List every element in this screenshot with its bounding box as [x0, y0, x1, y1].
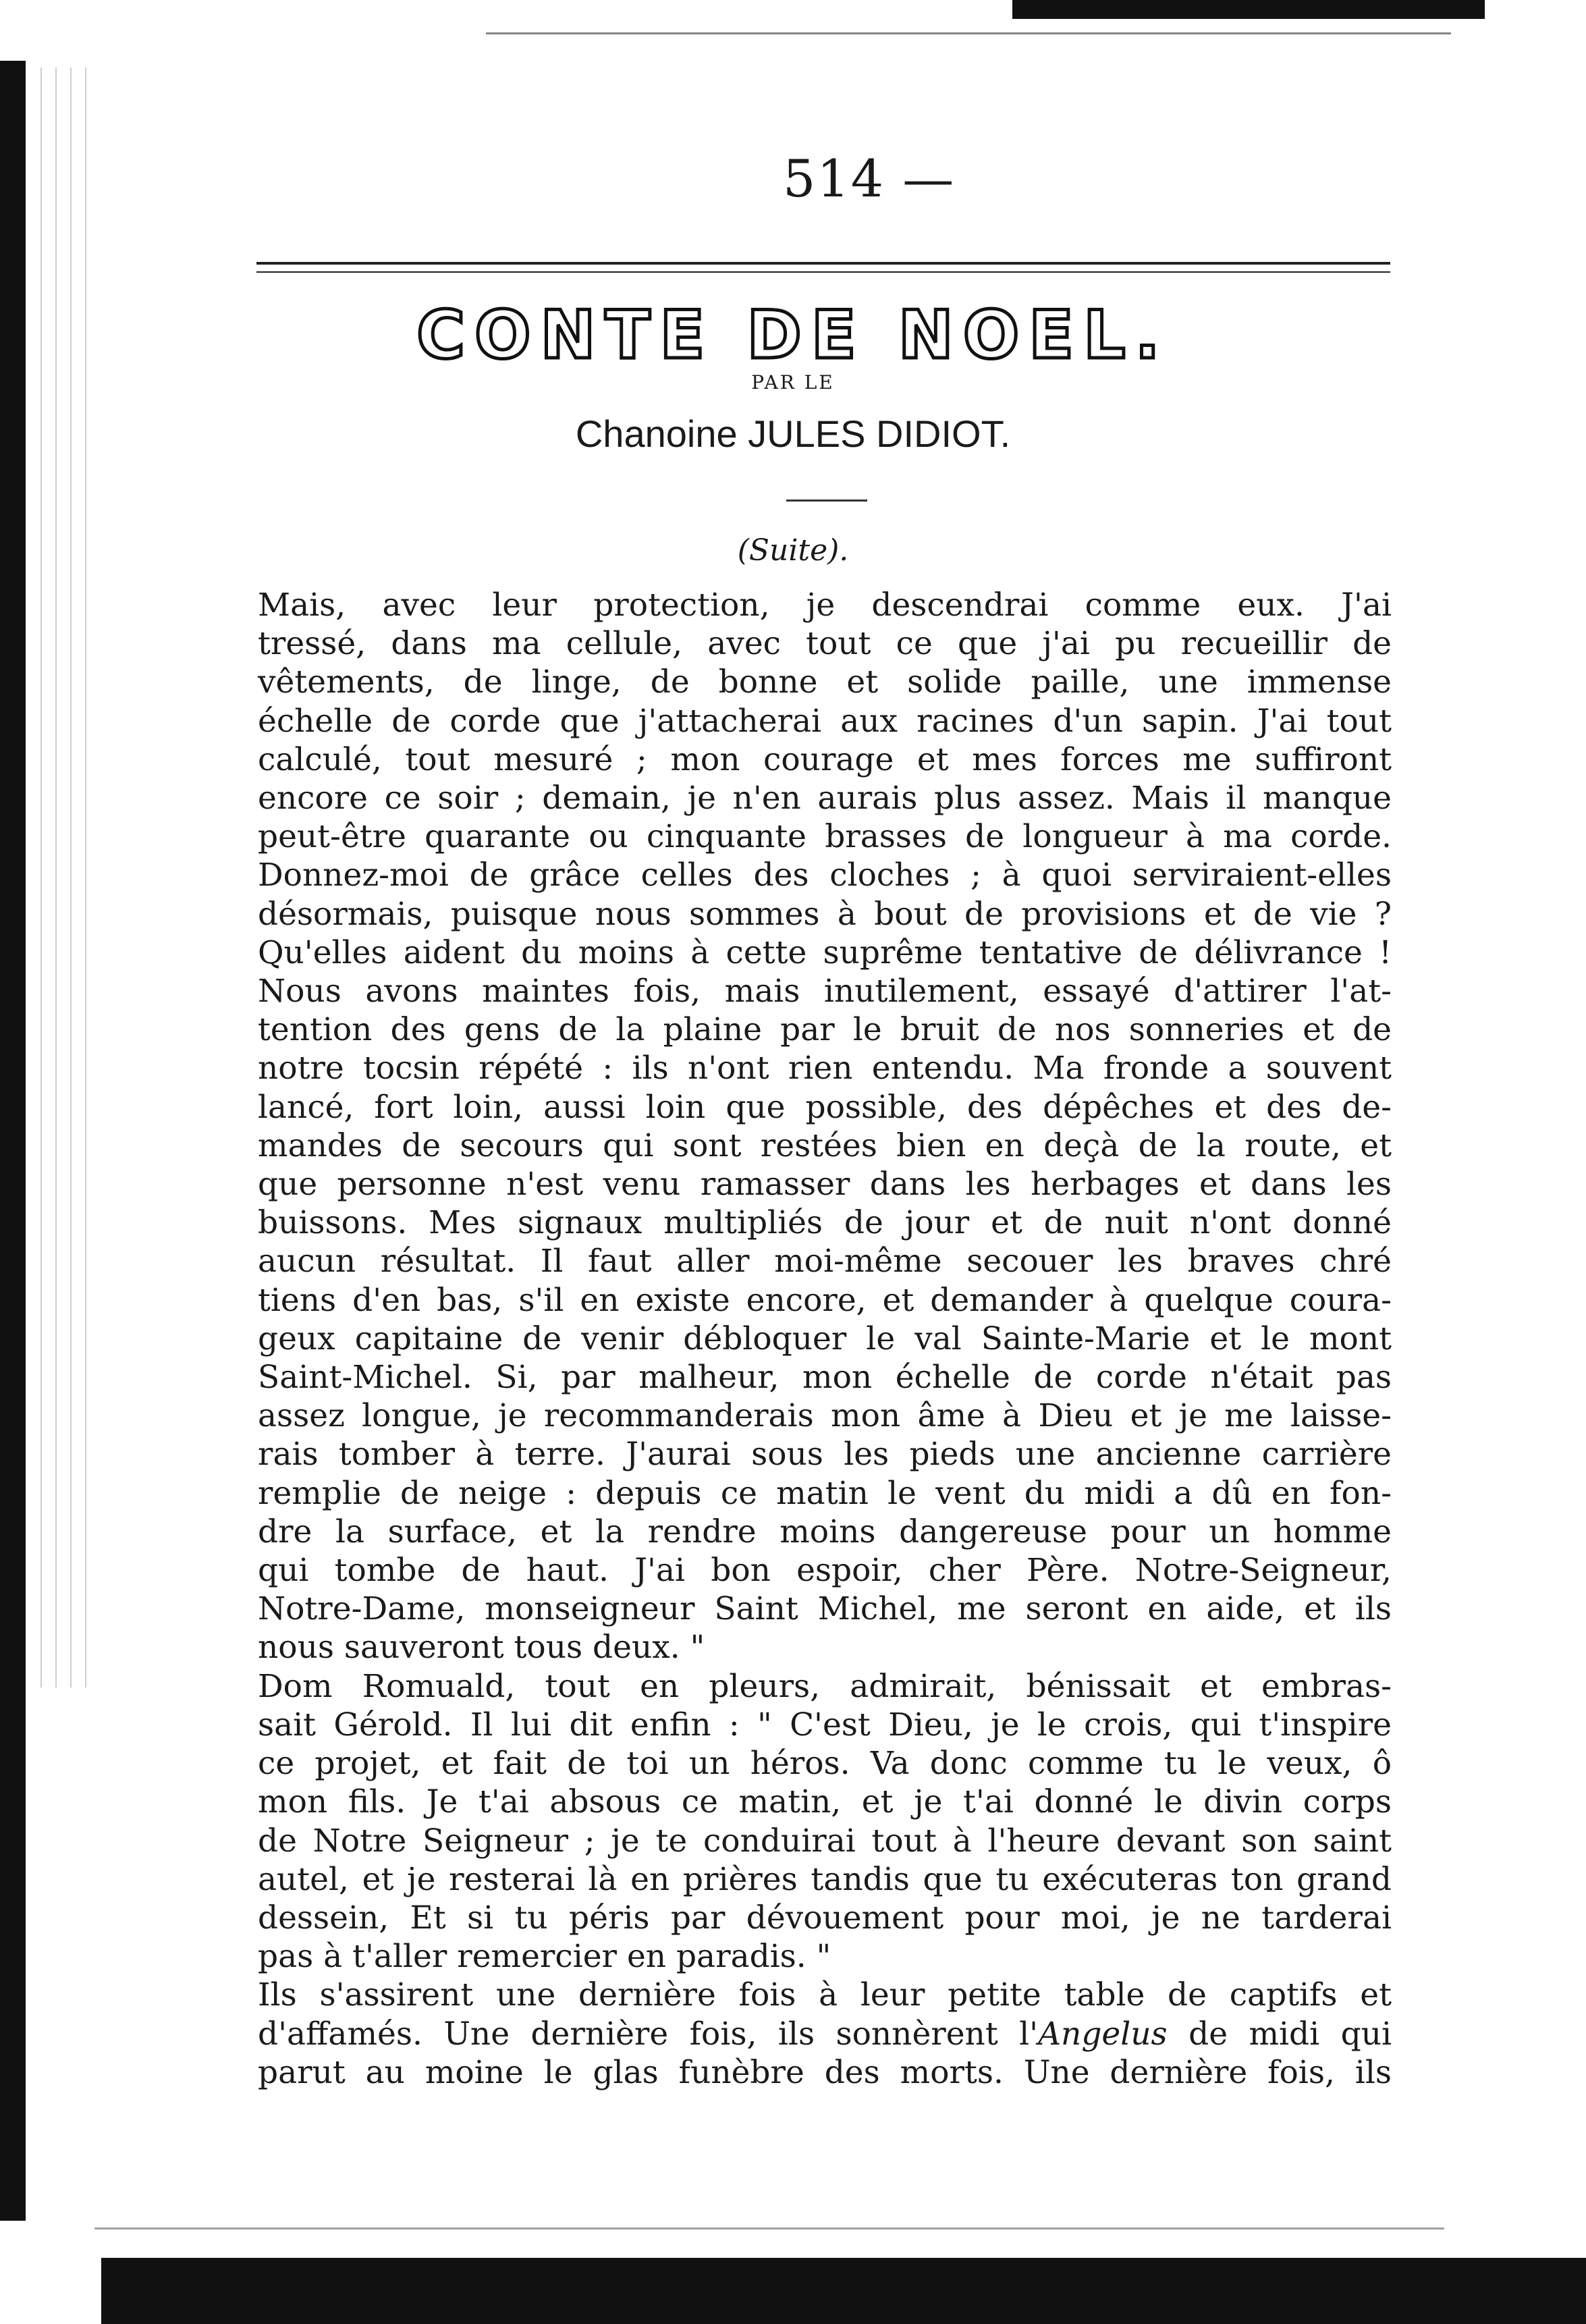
text-line: Dom Romuald, tout en pleurs, admirait, bénissait et embras-: [258, 1667, 1392, 1705]
text-line: rais tomber à terre. J'aurai sous les pieds une ancienne carrière: [258, 1436, 1392, 1474]
text-line: échelle de corde que j'attacherai aux racines d'un sapin. J'ai tout: [258, 702, 1392, 740]
text-line: qui tombe de haut. J'ai bon espoir, cher Père. Notre-Seigneur,: [258, 1552, 1392, 1590]
text-line: Nous avons maintes fois, mais inutilement, essayé d'attirer l'at-: [258, 973, 1392, 1010]
header-rule: [256, 262, 1390, 273]
text-line: dre la surface, et la rendre moins dangereuse pour un homme: [258, 1513, 1392, 1550]
scan-top-edge: [1012, 0, 1485, 19]
text-line: de Notre Seigneur ; je te conduirai tout à l'heure devant son saint: [258, 1822, 1392, 1860]
author-name: Chanoine JULES DIDIOT.: [575, 412, 1011, 455]
text-line: autel, et je resterai là en prières tandis que tu exécuteras ton grand: [258, 1860, 1392, 1898]
text-segment: d'affamés. Une dernière fois, ils sonnèrent l': [258, 2015, 1039, 2053]
text-line: parut au moine le glas funèbre des morts. Une dernière fois, ils: [258, 2053, 1392, 2091]
text-line: mandes de secours qui sont restées bien en deçà de la route, et: [258, 1127, 1392, 1164]
text-line: Qu'elles aident du moins à cette suprême tentative de délivrance !: [258, 934, 1392, 971]
text-line: lancé, fort loin, aussi loin que possible, des dépêches et des de-: [258, 1088, 1392, 1126]
text-line: Donnez-moi de grâce celles des cloches ; à quoi serviraient-elles: [258, 857, 1392, 894]
text-line: tention des gens de la plaine par le bruit de nos sonneries et de: [258, 1011, 1392, 1049]
text-line: ce projet, et fait de toi un héros. Va donc comme tu le veux, ô: [258, 1745, 1392, 1783]
text-line: dessein, Et si tu péris par dévouement pour moi, je ne tarderai: [258, 1899, 1392, 1937]
title-separator: [786, 499, 867, 502]
text-line: geux capitaine de venir débloquer le val Sainte-Marie et le mont: [258, 1320, 1392, 1357]
text-line: tressé, dans ma cellule, avec tout ce que j'ai pu recueillir de: [258, 625, 1392, 663]
text-line: vêtements, de linge, de bonne et solide paille, une immense: [258, 664, 1392, 701]
text-line: Notre-Dame, monseigneur Saint Michel, me seront en aide, et ils: [258, 1590, 1392, 1628]
byline: PAR LE: [751, 371, 835, 394]
text-line: remplie de neige : depuis ce matin le vent du midi a dû en fon-: [258, 1474, 1392, 1512]
scan-bottom-line: [94, 2227, 1444, 2230]
scan-top-line: [486, 32, 1451, 34]
angelus-term: Angelus: [1038, 2015, 1168, 2053]
text-line: Mais, avec leur protection, je descendrai comme eux. J'ai: [258, 587, 1392, 624]
text-line: Saint-Michel. Si, par malheur, mon échelle de corde n'était pas: [258, 1359, 1392, 1397]
text-line: que personne n'est venu ramasser dans les herbages et dans les: [258, 1166, 1392, 1204]
text-line: Ils s'assirent une dernière fois à leur petite table de captifs et: [258, 1976, 1392, 2014]
text-line: notre tocsin répété : ils n'ont rien entendu. Ma fronde a souvent: [258, 1050, 1392, 1087]
text-line: désormais, puisque nous sommes à bout de provisions et de vie ?: [258, 895, 1392, 933]
text-line: peut-être quarante ou cinquante brasses de longueur à ma corde.: [258, 818, 1392, 856]
text-line: tiens d'en bas, s'il en existe encore, et demander à quelque coura-: [258, 1281, 1392, 1319]
text-segment: de midi qui: [1188, 2015, 1392, 2053]
text-line: pas à t'aller remercier en paradis. ": [258, 1938, 831, 1976]
text-line: nous sauveront tous deux. ": [258, 1629, 705, 1667]
text-line: aucun résultat. Il faut aller moi-même secouer les braves chré: [258, 1243, 1392, 1280]
scan-bottom-edge: [101, 2258, 1586, 2324]
article-title: CONTE DE NOEL.: [416, 297, 1170, 374]
text-line: mon fils. Je t'ai absous ce matin, et je t'ai donné le divin corps: [258, 1783, 1392, 1821]
text-line: calculé, tout mesuré ; mon courage et mes forces me suffiront: [258, 740, 1392, 778]
continuation-label: (Suite).: [737, 533, 849, 568]
text-line: buissons. Mes signaux multipliés de jour et de nuit n'ont donné: [258, 1204, 1392, 1242]
text-line: sait Gérold. Il lui dit enfin : " C'est Dieu, je le crois, qui t'inspire: [258, 1706, 1392, 1744]
text-line: encore ce soir ; demain, je n'en aurais plus assez. Mais il manque: [258, 780, 1392, 817]
page-number: 514 —: [783, 148, 956, 209]
text-line: assez longue, je recommanderais mon âme à Dieu et je me laisse-: [258, 1397, 1392, 1435]
article-body: [258, 586, 1392, 2092]
text-line: [258, 2015, 1392, 2053]
